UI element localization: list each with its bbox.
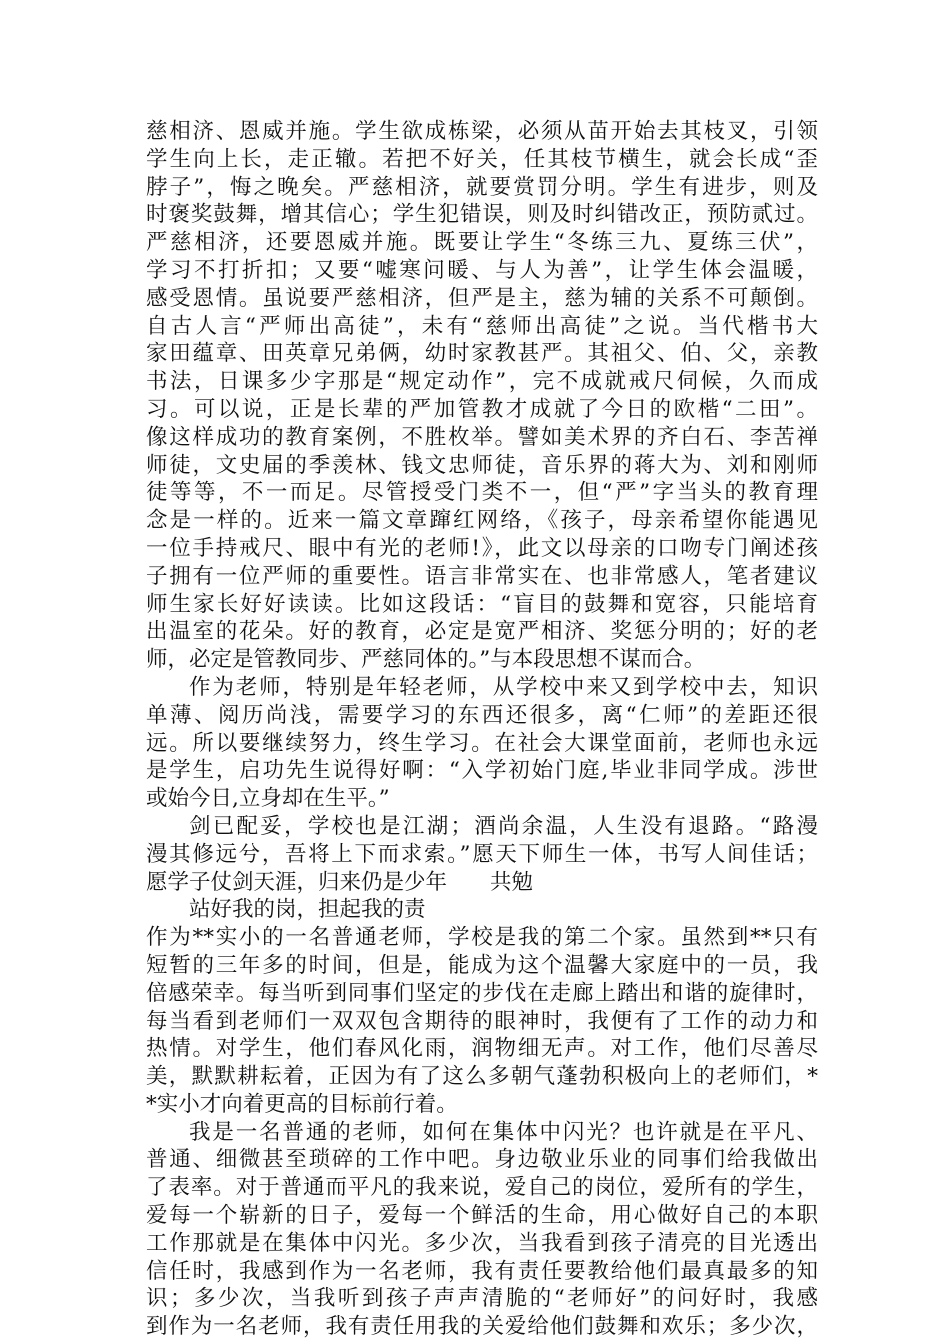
text-line: 出温室的花朵。好的教育，必定是宽严相济、奖惩分明的；好的老 — [146, 619, 818, 645]
text-line: *实小才向着更高的目标前行着。 — [146, 1091, 458, 1117]
text-line: 书法，日课多少字那是“规定动作”，完不成就戒尺伺候，久而成 — [146, 369, 818, 395]
text-line: 慈相济、恩威并施。学生欲成栋梁，必须从苗开始去其枝叉，引领 — [146, 119, 818, 144]
text-line: 一位手持戒尺、眼中有光的老师!》，此文以母亲的口吻专门阐述孩 — [146, 535, 818, 561]
text-line: 子拥有一位严师的重要性。语言非常实在、也非常感人，笔者建议 — [146, 563, 818, 589]
text-line: 单薄、阅历尚浅，需要学习的东西还很多，离“仁师”的差距还很 — [146, 702, 818, 728]
text-line: 热情。对学生，他们春风化雨，润物细无声。对工作，他们尽善尽 — [146, 1036, 818, 1062]
text-line: 普通、细微甚至琐碎的工作中吧。身边敬业乐业的同事们给我做出 — [146, 1147, 818, 1173]
text-line: 作为**实小的一名普通老师，学校是我的第二个家。虽然到**只有 — [146, 925, 818, 951]
text-line: 师生家长好好读读。比如这段话：“盲目的鼓舞和宽容，只能培育 — [146, 591, 818, 617]
text-line: 剑已配妥，学校也是江湖；酒尚余温，人生没有退路。“路漫 — [189, 813, 818, 839]
text-line: 了表率。对于普通而平凡的我来说，爱自己的岗位，爱所有的学生， — [146, 1175, 818, 1201]
text-line: 到作为一名老师，我有责任用我的关爱给他们鼓舞和欢乐；多少次， — [146, 1314, 818, 1340]
text-line: 家田蕴章、田英章兄弟俩，幼时家教甚严。其祖父、伯、父，亲教 — [146, 341, 818, 367]
text-line: 远。所以要继续努力，终生学习。在社会大课堂面前，老师也永远 — [146, 730, 818, 756]
text-line: 严慈相济，还要恩威并施。既要让学生“冬练三九、夏练三伏”， — [146, 230, 818, 256]
text-line: 习。可以说，正是长辈的严加管教才成就了今日的欧楷“二田”。 — [146, 396, 818, 422]
text-line: 感受恩情。虽说要严慈相济，但严是主，慈为辅的关系不可颠倒。 — [146, 285, 818, 311]
text-line: 爱每一个崭新的日子，爱每一个鲜活的生命，用心做好自己的本职 — [146, 1203, 818, 1229]
text-line: 或始今日,立身却在生平。” — [146, 786, 390, 812]
text-line: 念是一样的。近来一篇文章蹿红网络，《孩子，母亲希望你能遇见 — [146, 508, 818, 534]
text-line: 学生向上长，走正辙。若把不好关，任其枝节横生，就会长成“歪 — [146, 146, 818, 172]
text-line: 我是一名普通的老师，如何在集体中闪光？也许就是在平凡、 — [189, 1119, 818, 1145]
text-line: 作为老师，特别是年轻老师，从学校中来又到学校中去，知识 — [189, 674, 818, 700]
document-body-text — [146, 118, 818, 1341]
text-line: 像这样成功的教育案例，不胜枚举。譬如美术界的齐白石、李苦禅 — [146, 424, 818, 450]
text-line: 学习不打折扣；又要“嘘寒问暖、与人为善”，让学生体会温暖， — [146, 257, 818, 283]
text-line: 是学生，启功先生说得好啊：“入学初始门庭,毕业非同学成。涉世 — [146, 758, 818, 784]
text-line: 美，默默耕耘着，正因为有了这么多朝气蓬勃积极向上的老师们，* — [146, 1064, 818, 1090]
text-line: 短暂的三年多的时间，但是，能成为这个温馨大家庭中的一员，我 — [146, 952, 818, 978]
text-line: 工作那就是在集体中闪光。多少次，当我看到孩子清亮的目光透出 — [146, 1230, 818, 1256]
text-line: 每当看到老师们一双双包含期待的眼神时，我便有了工作的动力和 — [146, 1008, 818, 1034]
text-line: 倍感荣幸。每当听到同事们坚定的步伐在走廊上踏出和谐的旋律时， — [146, 980, 818, 1006]
text-line: 漫其修远兮，吾将上下而求索。”愿天下师生一体，书写人间佳话； — [146, 841, 818, 867]
text-line: 站好我的岗，担起我的责 — [189, 897, 426, 923]
text-line: 脖子”，悔之晚矣。严慈相济，就要赏罚分明。学生有进步，则及 — [146, 174, 818, 200]
text-line: 自古人言“严师出高徒”，未有“慈师出高徒”之说。当代楷书大 — [146, 313, 818, 339]
text-line: 师徒，文史届的季羡林、钱文忠师徒，音乐界的蒋大为、刘和刚师 — [146, 452, 818, 478]
text-line: 信任时，我感到作为一名老师，我有责任要教给他们最真最多的知 — [146, 1258, 818, 1284]
text-line: 愿学子仗剑天涯，归来仍是少年 共勉 — [146, 869, 534, 895]
text-line: 时褒奖鼓舞，增其信心；学生犯错误，则及时纠错改正，预防贰过。 — [146, 202, 818, 228]
text-line: 徒等等，不一而足。尽管授受门类不一，但“严”字当头的教育理 — [146, 480, 818, 506]
text-line: 识；多少次，当我听到孩子声声清脆的“老师好”的问好时，我感 — [146, 1286, 818, 1312]
text-line: 师，必定是管教同步、严慈同体的。”与本段思想不谋而合。 — [146, 647, 706, 673]
